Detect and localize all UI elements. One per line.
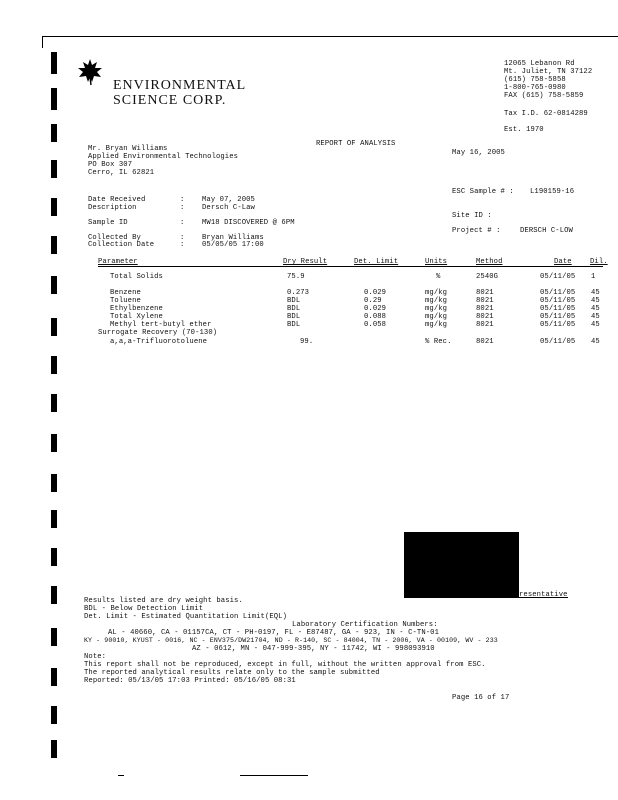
header-method: Method bbox=[476, 258, 503, 266]
cell-param: Benzene bbox=[110, 289, 141, 297]
cert-line: KY - 90010, KYUST - 0016, NC - ENV375/DW21704, ND - R-140, SC - 84004, TN - 2006, VA - 00109, WV - 233 bbox=[84, 637, 498, 644]
address-line: FAX (615) 758-5859 bbox=[504, 92, 584, 100]
cell-param: Methyl tert-butyl ether bbox=[110, 321, 212, 329]
right-detail-value: DERSCH C-LOW bbox=[520, 227, 573, 235]
cell-date: 05/11/05 bbox=[540, 338, 576, 346]
right-detail-label: Site ID : bbox=[452, 212, 492, 220]
cell-units: mg/kg bbox=[425, 297, 448, 305]
client-line: Applied Environmental Technologies bbox=[88, 153, 239, 161]
cell-limit: 0.29 bbox=[364, 297, 382, 305]
cell-date: 05/11/05 bbox=[540, 297, 576, 305]
detail-label: Date Received bbox=[88, 196, 146, 204]
page-number: Page 16 of 17 bbox=[452, 694, 510, 702]
table-row bbox=[0, 305, 618, 313]
detail-label: Collection Date bbox=[88, 241, 155, 249]
table-row bbox=[0, 289, 618, 297]
detail-colon: : bbox=[180, 234, 185, 242]
cell-result: 75.9 bbox=[287, 273, 305, 281]
cell-dil: 45 bbox=[591, 305, 600, 313]
cell-result: BDL bbox=[287, 297, 301, 305]
detail-value: MW18 DISCOVERED @ 6PM bbox=[202, 219, 295, 227]
cell-result: BDL bbox=[287, 313, 301, 321]
right-detail-label: Project # : bbox=[452, 227, 501, 235]
cell-param: Surrogate Recovery (70-130) bbox=[98, 329, 218, 337]
cell-result: BDL bbox=[287, 305, 301, 313]
address-line: 1-800-765-0980 bbox=[504, 84, 566, 92]
cell-limit: 0.058 bbox=[364, 321, 387, 329]
cell-dil: 45 bbox=[591, 313, 600, 321]
note-line: Det. Limit - Estimated Quantitation Limit(EQL) bbox=[84, 613, 288, 621]
cell-method: 8021 bbox=[476, 289, 494, 297]
header-result: Dry Result bbox=[283, 258, 328, 266]
top-border bbox=[42, 36, 618, 37]
cell-date: 05/11/05 bbox=[540, 289, 576, 297]
cell-param: Total Xylene bbox=[110, 313, 163, 321]
client-line: Cerro, IL 62821 bbox=[88, 169, 155, 177]
leaf-logo-icon bbox=[76, 58, 104, 91]
cell-date: 05/11/05 bbox=[540, 273, 576, 281]
cert-line: AZ - 0612, MN - 047-999-395, NY - 11742, WI - 998093910 bbox=[192, 645, 435, 653]
representative-text: resentative bbox=[519, 591, 568, 599]
header-units: Units bbox=[425, 258, 448, 266]
detail-label: Sample ID bbox=[88, 219, 128, 227]
cell-units: % bbox=[436, 273, 441, 281]
client-line: PO Box 307 bbox=[88, 161, 133, 169]
cert-title: Laboratory Certification Numbers: bbox=[292, 621, 438, 629]
cell-units: mg/kg bbox=[425, 313, 448, 321]
cell-limit: 0.029 bbox=[364, 289, 387, 297]
report-title: REPORT OF ANALYSIS bbox=[316, 140, 396, 148]
cell-param: a,a,a-Trifluorotoluene bbox=[110, 338, 208, 346]
cell-units: mg/kg bbox=[425, 305, 448, 313]
cell-method: 8021 bbox=[476, 297, 494, 305]
left-border bbox=[42, 36, 43, 48]
cell-dil: 45 bbox=[591, 297, 600, 305]
footer-block bbox=[84, 661, 486, 685]
detail-colon: : bbox=[180, 219, 185, 227]
detail-value: 05/05/05 17:00 bbox=[202, 241, 264, 249]
right-detail-label: ESC Sample # : bbox=[452, 188, 514, 196]
bottom-mark bbox=[240, 775, 308, 776]
detail-colon: : bbox=[180, 241, 185, 249]
cell-method: 8021 bbox=[476, 321, 494, 329]
table-row bbox=[0, 321, 618, 329]
cell-param: Toluene bbox=[110, 297, 141, 305]
address-line: Mt. Juliet, TN 37122 bbox=[504, 68, 593, 76]
right-detail-value: L190159-16 bbox=[530, 188, 575, 196]
cert-line: AL - 40660, CA - 01157CA, CT - PH-0197, FL - E87487, GA - 923, IN - C-TN-01 bbox=[108, 629, 439, 637]
cell-units: mg/kg bbox=[425, 321, 448, 329]
table-row bbox=[0, 273, 618, 281]
redaction-block bbox=[404, 532, 519, 597]
cell-param: Ethylbenzene bbox=[110, 305, 163, 313]
company-name-line2: SCIENCE CORP. bbox=[113, 93, 227, 108]
cell-date: 05/11/05 bbox=[540, 305, 576, 313]
client-block bbox=[88, 145, 238, 177]
cell-param: Total Solids bbox=[110, 273, 163, 281]
cell-method: 8021 bbox=[476, 338, 494, 346]
cell-date: 05/11/05 bbox=[540, 313, 576, 321]
cell-method: 2540G bbox=[476, 273, 499, 281]
footer-line: This report shall not be reproduced, except in full, without the written approval from ESC. bbox=[84, 661, 486, 669]
cell-result: 0.273 bbox=[287, 289, 310, 297]
header-parameter: Parameter bbox=[98, 258, 138, 266]
cell-dil: 45 bbox=[591, 338, 600, 346]
cell-result: 99. bbox=[300, 338, 314, 346]
cell-dil: 1 bbox=[591, 273, 596, 281]
bottom-mark bbox=[118, 775, 124, 776]
detail-value: May 07, 2005 bbox=[202, 196, 255, 204]
note-label: Note: bbox=[84, 653, 107, 661]
cell-dil: 45 bbox=[591, 289, 600, 297]
detail-value: Dersch C-Law bbox=[202, 204, 255, 212]
tax-id: Tax I.D. 62-0814289 bbox=[504, 110, 588, 118]
cell-date: 05/11/05 bbox=[540, 321, 576, 329]
cell-units: mg/kg bbox=[425, 289, 448, 297]
footer-line: The reported analytical results relate only to the sample submitted bbox=[84, 669, 380, 677]
cell-units: % Rec. bbox=[425, 338, 452, 346]
footer-line: Reported: 05/13/05 17:03 Printed: 05/16/05 08:31 bbox=[84, 677, 296, 685]
established: Est. 1970 bbox=[504, 126, 544, 134]
header-date: Date bbox=[554, 258, 572, 266]
table-row bbox=[0, 338, 618, 346]
client-line: Mr. Bryan Williams bbox=[88, 145, 168, 153]
table-row bbox=[0, 329, 618, 337]
cell-limit: 0.029 bbox=[364, 305, 387, 313]
address-line: 12065 Lebanon Rd bbox=[504, 60, 575, 68]
detail-label: Collected By bbox=[88, 234, 141, 242]
report-date: May 16, 2005 bbox=[452, 149, 505, 157]
cell-method: 8021 bbox=[476, 305, 494, 313]
company-address bbox=[504, 60, 592, 100]
notes-block bbox=[84, 597, 287, 621]
cell-limit: 0.088 bbox=[364, 313, 387, 321]
detail-label: Description bbox=[88, 204, 137, 212]
detail-colon: : bbox=[180, 204, 185, 212]
detail-colon: : bbox=[180, 196, 185, 204]
cell-method: 8021 bbox=[476, 313, 494, 321]
note-line: BDL - Below Detection Limit bbox=[84, 605, 204, 613]
address-line: (615) 758-5858 bbox=[504, 76, 566, 84]
cell-result: BDL bbox=[287, 321, 301, 329]
table-header bbox=[0, 258, 618, 266]
company-name-line1: ENVIRONMENTAL bbox=[113, 78, 247, 93]
header-dil: Dil. bbox=[590, 258, 608, 266]
note-line: Results listed are dry weight basis. bbox=[84, 597, 243, 605]
table-row bbox=[0, 297, 618, 305]
cell-dil: 45 bbox=[591, 321, 600, 329]
detail-value: Bryan Williams bbox=[202, 234, 264, 242]
header-limit: Det. Limit bbox=[354, 258, 399, 266]
table-row bbox=[0, 313, 618, 321]
header-rule bbox=[98, 266, 603, 267]
